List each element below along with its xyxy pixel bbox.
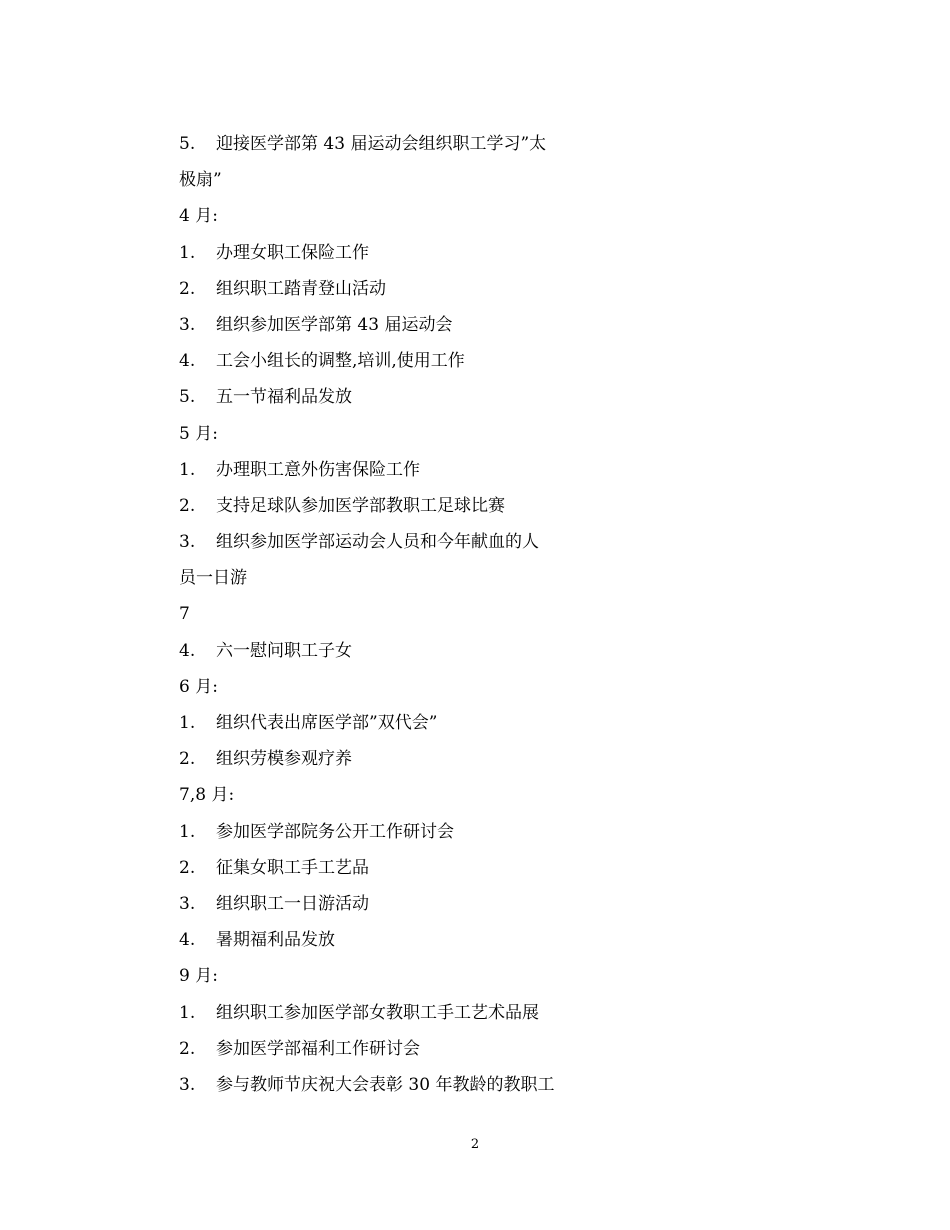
text-line xyxy=(179,271,599,307)
month-heading xyxy=(179,777,599,813)
text-line xyxy=(179,705,599,741)
item-number: 3. xyxy=(179,532,196,553)
text-line xyxy=(179,814,599,850)
document-body xyxy=(179,126,599,1103)
text-line xyxy=(179,886,599,922)
item-text: 极扇” xyxy=(179,170,222,191)
text-line xyxy=(179,235,599,271)
item-text: 组织职工一日游活动 xyxy=(216,893,369,914)
text-line xyxy=(179,560,599,596)
text-line xyxy=(179,1031,599,1067)
item-text: 办理女职工保险工作 xyxy=(216,242,369,263)
item-text: 六一慰问职工子女 xyxy=(216,640,352,661)
item-text: 组织参加医学部运动会人员和今年献血的人 xyxy=(216,532,539,553)
heading-text: 7,8 月: xyxy=(179,785,235,806)
item-text: 组织职工参加医学部女教职工手工艺术品展 xyxy=(216,1002,539,1023)
month-heading xyxy=(179,198,599,234)
text-line xyxy=(179,741,599,777)
text-line xyxy=(179,850,599,886)
heading-text: 6 月: xyxy=(179,676,218,697)
item-text: 办理职工意外伤害保险工作 xyxy=(216,459,420,480)
item-number: 2. xyxy=(179,495,196,516)
item-text: 迎接医学部第 43 届运动会组织职工学习”太 xyxy=(216,134,547,154)
item-number: 2. xyxy=(179,1038,196,1059)
item-number: 2. xyxy=(179,278,196,299)
item-text: 工会小组长的调整,培训,使用工作 xyxy=(216,351,465,372)
item-number: 1. xyxy=(179,459,196,480)
item-number: 3. xyxy=(179,1074,196,1095)
text-line xyxy=(179,922,599,958)
item-number: 2. xyxy=(179,749,196,770)
text-line xyxy=(179,452,599,488)
item-number: 1. xyxy=(179,713,196,733)
item-text: 7 xyxy=(179,604,190,625)
item-text: 员一日游 xyxy=(179,568,247,589)
month-heading xyxy=(179,958,599,994)
item-text: 参加医学部福利工作研讨会 xyxy=(216,1038,420,1059)
text-line xyxy=(179,379,599,415)
item-text: 暑期福利品发放 xyxy=(216,930,335,951)
page-number: 2 xyxy=(470,1137,480,1152)
item-text: 五一节福利品发放 xyxy=(216,387,352,408)
item-number: 3. xyxy=(179,893,196,914)
text-line xyxy=(179,343,599,379)
item-number: 3. xyxy=(179,314,196,335)
item-text: 组织代表出席医学部”双代会” xyxy=(216,713,438,733)
item-number: 5. xyxy=(179,387,196,408)
text-line xyxy=(179,633,599,669)
text-line xyxy=(179,126,599,162)
item-text: 参加医学部院务公开工作研讨会 xyxy=(216,821,454,842)
item-text: 支持足球队参加医学部教职工足球比赛 xyxy=(216,495,505,516)
item-number: 2. xyxy=(179,857,196,878)
item-text: 参与教师节庆祝大会表彰 30 年教龄的教职工 xyxy=(216,1074,555,1095)
item-number: 4. xyxy=(179,930,196,951)
text-line xyxy=(179,1067,599,1103)
heading-text: 4 月: xyxy=(179,206,218,227)
item-number: 1. xyxy=(179,1002,196,1023)
text-line xyxy=(179,524,599,560)
text-line xyxy=(179,162,599,198)
month-heading xyxy=(179,416,599,452)
item-text: 组织参加医学部第 43 届运动会 xyxy=(216,314,453,335)
item-number: 5. xyxy=(179,134,196,154)
text-line xyxy=(179,307,599,343)
month-heading xyxy=(179,669,599,705)
heading-text: 5 月: xyxy=(179,423,218,444)
item-text: 征集女职工手工艺品 xyxy=(216,857,369,878)
item-number: 4. xyxy=(179,351,196,372)
heading-text: 9 月: xyxy=(179,966,218,987)
item-text: 组织职工踏青登山活动 xyxy=(216,278,386,299)
item-number: 1. xyxy=(179,821,196,842)
item-number: 1. xyxy=(179,242,196,263)
item-text: 组织劳模参观疗养 xyxy=(216,749,352,770)
item-number: 4. xyxy=(179,640,196,661)
text-line xyxy=(179,596,599,632)
text-line xyxy=(179,995,599,1031)
text-line xyxy=(179,488,599,524)
